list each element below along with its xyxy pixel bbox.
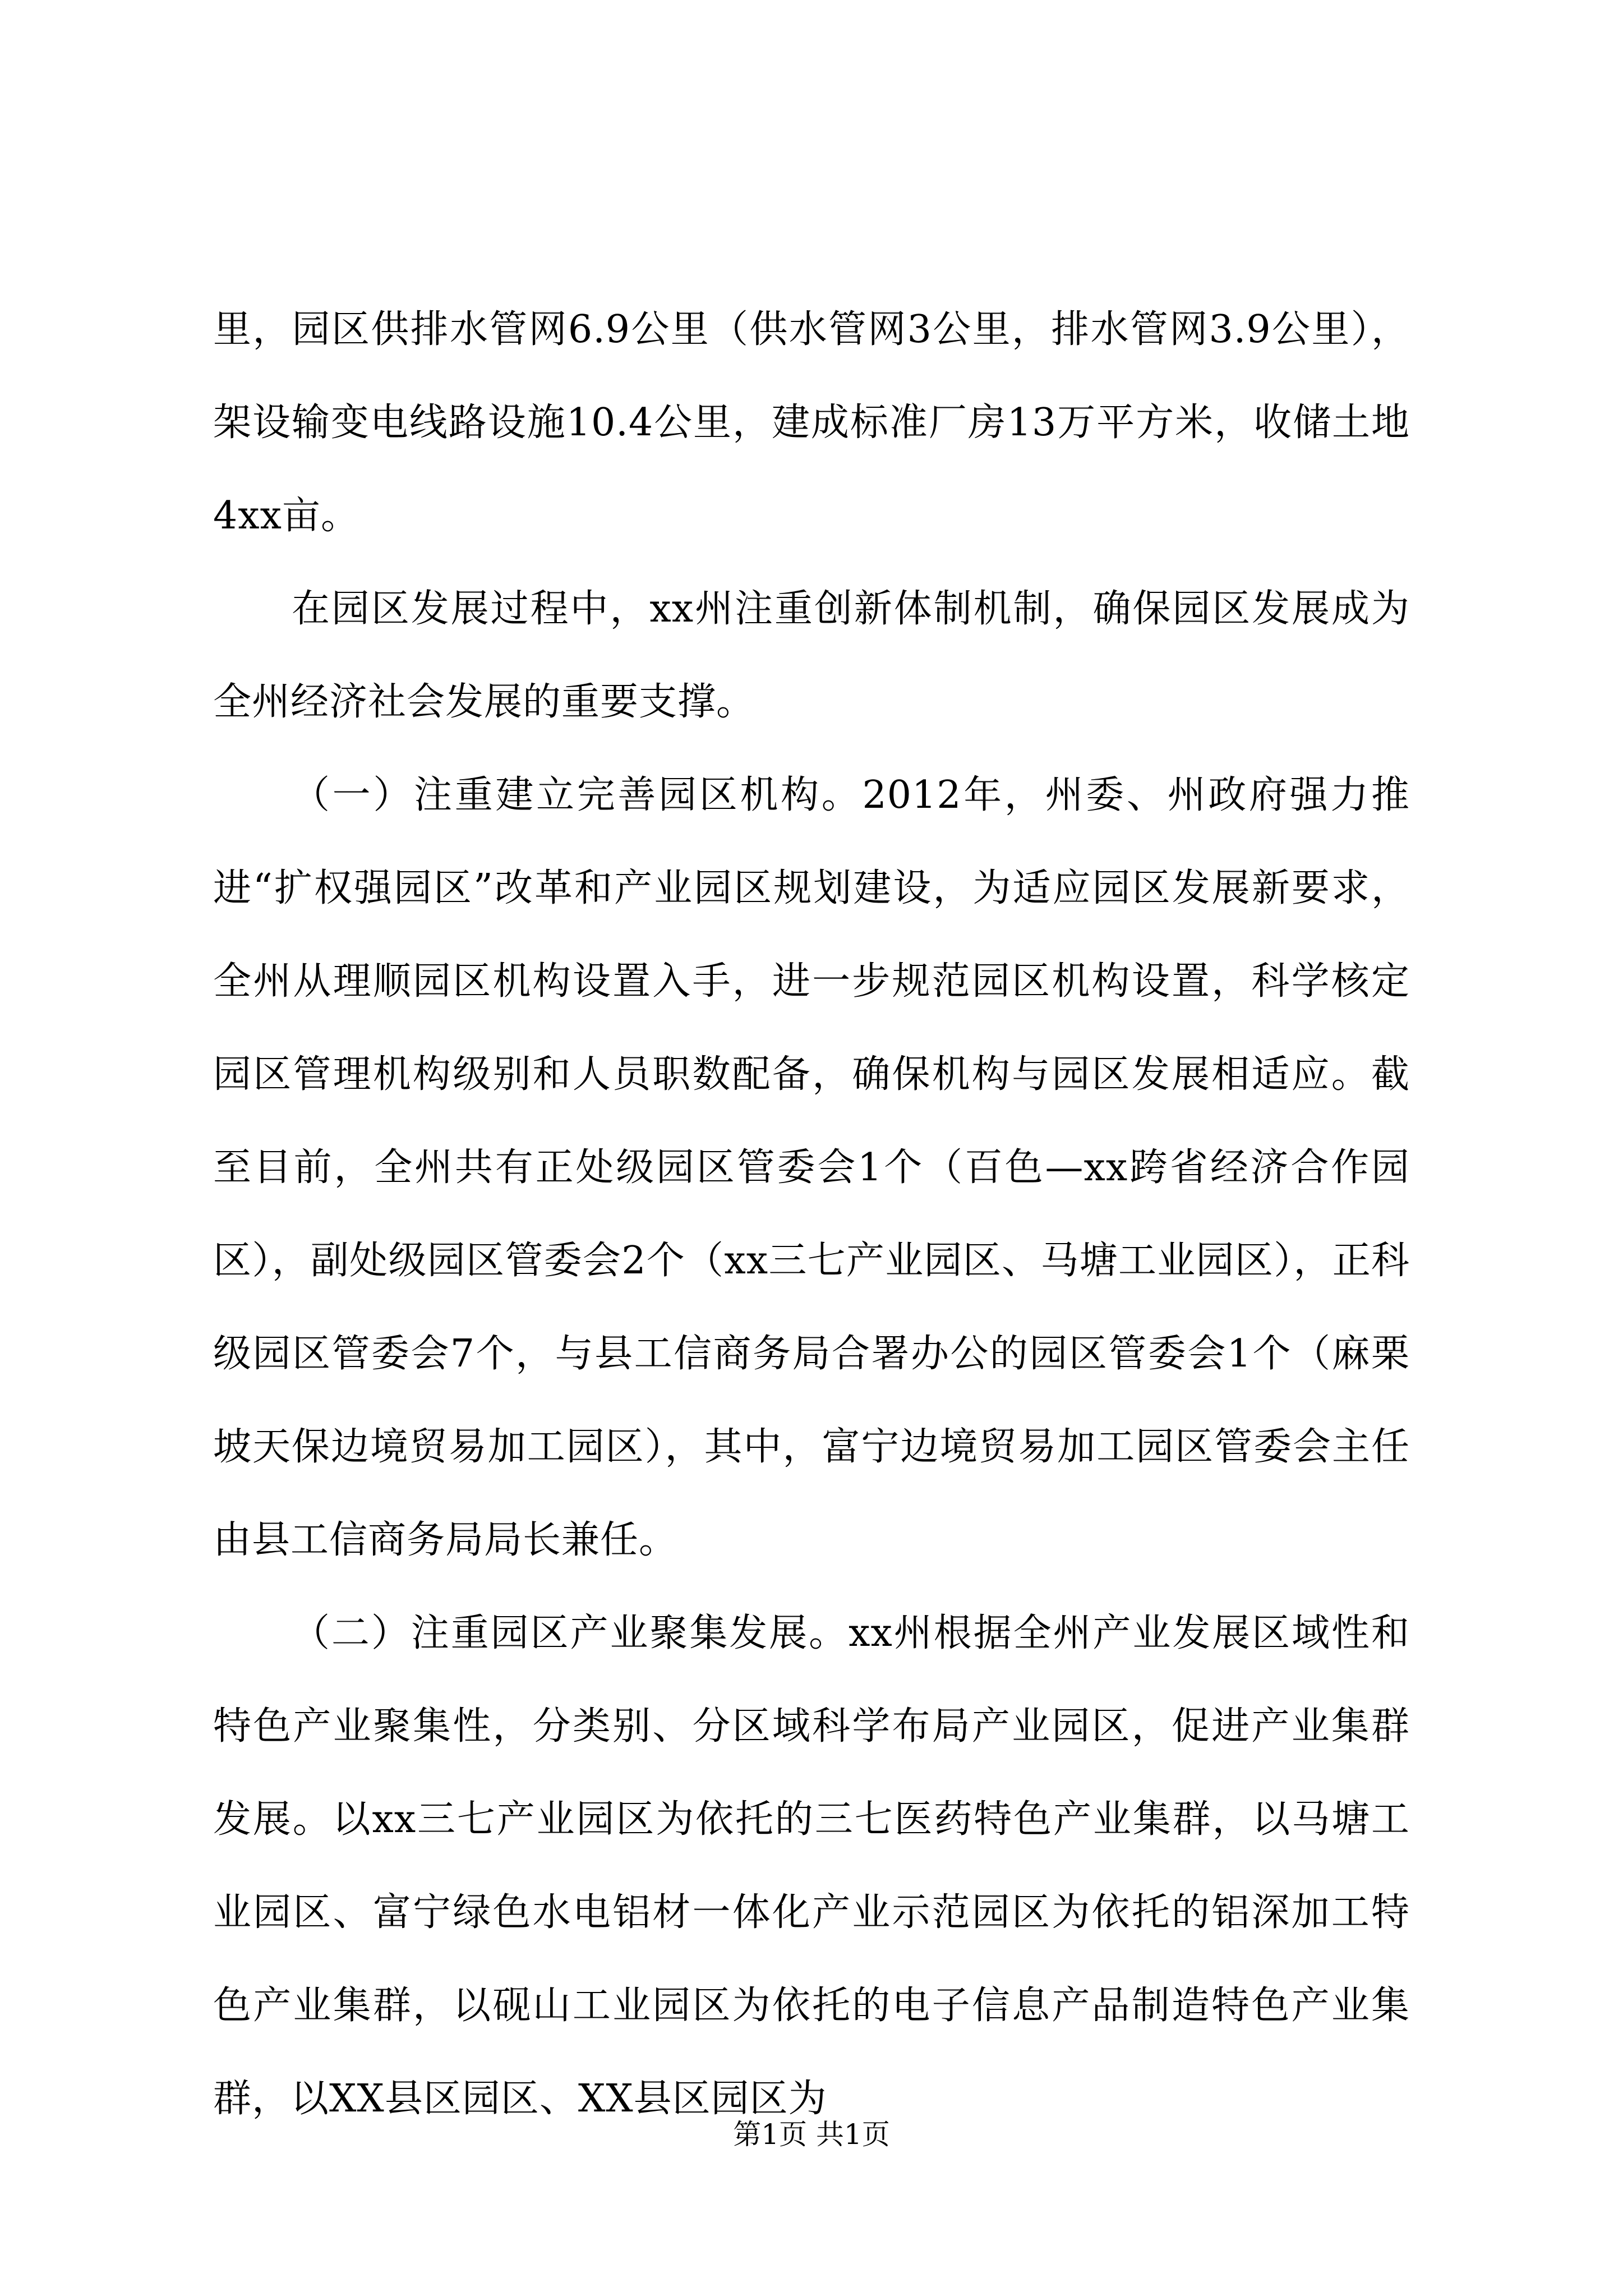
paragraph-1: 里，园区供排水管网6.9公里（供水管网3公里，排水管网3.9公里），架设输变电线路设施10.4公里，建成标准厂房13万平方米，收储土地4xx亩。 (213, 307, 1410, 538)
document-body (213, 283, 1410, 2146)
paragraph-2: 在园区发展过程中，xx州注重创新体制机制，确保园区发展成为全州经济社会发展的重要支撑。 (213, 587, 1410, 724)
page-footer: 第1页 共1页 (733, 2118, 890, 2151)
paragraph-4: （二）注重园区产业聚集发展。xx州根据全州产业发展区域性和特色产业聚集性，分类别、分区域科学布局产业园区，促进产业集群发展。以xx三七产业园区为依托的三七医药特色产业集群，以马塘工业园区、富宁绿色水电铝材一体化产业示范园区为依托的铝深加工特色产业集群，以砚山工业园区为依托的电子信息产品制造特色产业集群，以XX县区园区、XX县区园区为 (213, 1611, 1410, 2121)
paragraph-3: （一）注重建立完善园区机构。2012年，州委、州政府强力推进“扩权强园区”改革和产业园区规划建设，为适应园区发展新要求，全州从理顺园区机构设置入手，进一步规范园区机构设置，科学核定园区管理机构级别和人员职数配备，确保机构与园区发展相适应。截至目前，全州共有正处级园区管委会1个（百色—xx跨省经济合作园区），副处级园区管委会2个（xx三七产业园区、马塘工业园区），正科级园区管委会7个，与县工信商务局合署办公的园区管委会1个（麻栗坡天保边境贸易加工园区），其中，富宁边境贸易加工园区管委会主任由县工信商务局局长兼任。 (213, 773, 1410, 1562)
